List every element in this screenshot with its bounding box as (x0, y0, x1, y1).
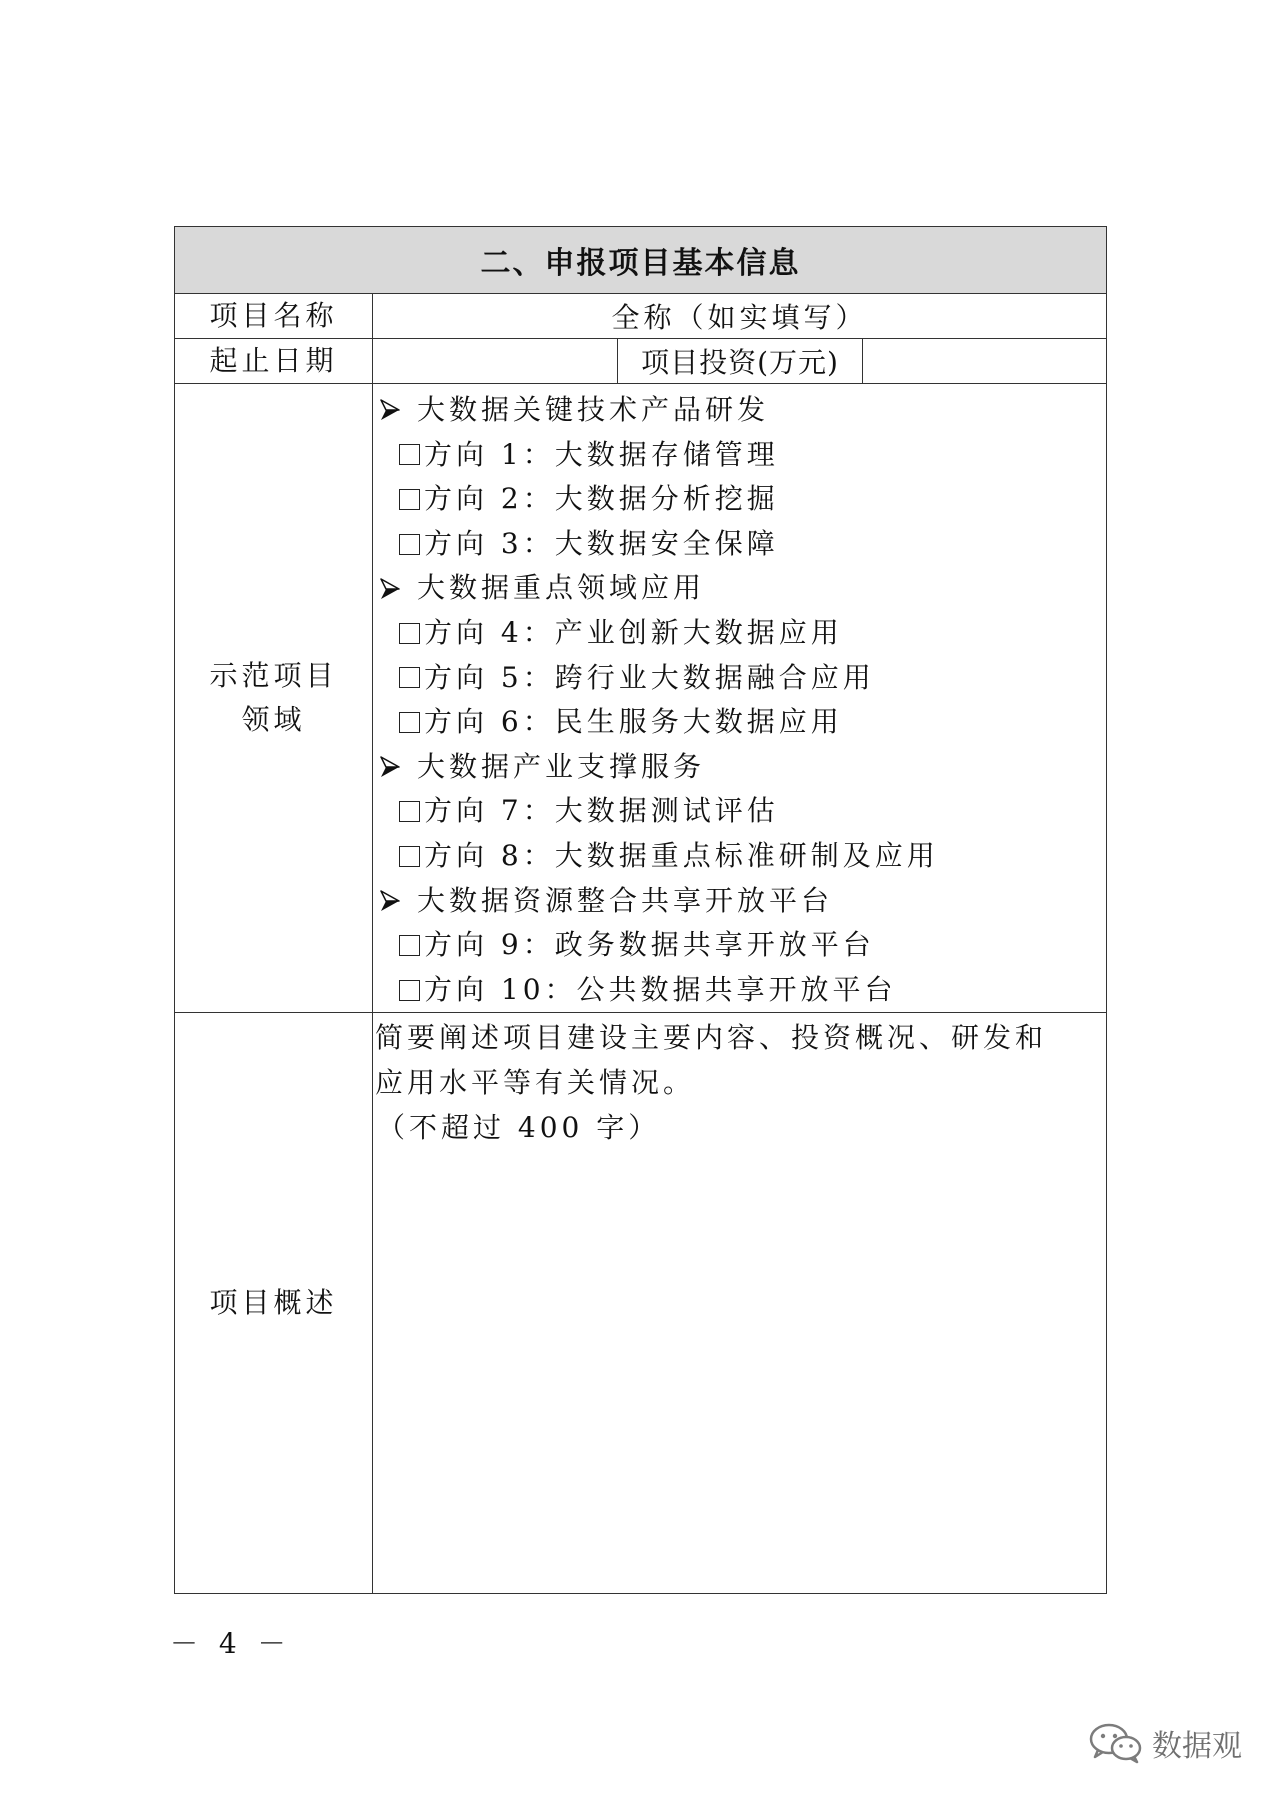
dates-label: 起止日期 (175, 339, 373, 384)
project-name-label: 项目名称 (175, 294, 373, 339)
domain-category (377, 745, 1106, 790)
domain-option-label: 方向 2：大数据分析挖掘 (424, 482, 779, 516)
checkbox-icon[interactable] (399, 489, 420, 510)
domain-options (373, 384, 1107, 1013)
wechat-icon (1088, 1721, 1144, 1765)
domain-option[interactable] (377, 789, 1106, 834)
project-name-field[interactable]: 全称（如实填写） (373, 294, 1107, 339)
domain-category-title: 大数据资源整合共享开放平台 (417, 883, 834, 917)
checkbox-icon[interactable] (399, 712, 420, 733)
domain-category (377, 879, 1106, 924)
arrow-bullet-icon (379, 889, 401, 913)
domain-option-label: 方向 4：产业创新大数据应用 (424, 615, 843, 649)
domain-option-label: 方向 8：大数据重点标准研制及应用 (424, 838, 939, 872)
arrow-bullet-icon (379, 398, 401, 422)
checkbox-icon[interactable] (399, 980, 420, 1001)
domain-option-label: 方向 5：跨行业大数据融合应用 (424, 660, 875, 694)
domain-option[interactable] (377, 923, 1106, 968)
watermark-text: 数据观 (1152, 1729, 1242, 1764)
domain-category-title: 大数据产业支撑服务 (417, 749, 706, 783)
watermark (1088, 1721, 1242, 1765)
overview-field[interactable] (373, 1013, 1107, 1594)
checkbox-icon[interactable] (399, 623, 420, 644)
domain-label (175, 384, 373, 1013)
overview-instruction-line1: 简要阐述项目建设主要内容、投资概况、研发和 (375, 1021, 1048, 1055)
domain-category (377, 566, 1106, 611)
overview-note: （不超过 400 字） (377, 1111, 661, 1145)
domain-option-label: 方向 6：民生服务大数据应用 (424, 705, 843, 739)
domain-option-label: 方向 10：公共数据共享开放平台 (424, 972, 897, 1006)
domain-option-label: 方向 3：大数据安全保障 (424, 526, 779, 560)
checkbox-icon[interactable] (399, 667, 420, 688)
domain-list (373, 384, 1106, 1012)
domain-category-title: 大数据关键技术产品研发 (417, 393, 770, 426)
domain-option-label: 方向 7：大数据测试评估 (424, 794, 779, 828)
domain-option-label: 方向 1：大数据存储管理 (424, 437, 779, 471)
domain-category (377, 388, 1106, 433)
domain-option[interactable] (377, 968, 1106, 1013)
project-info-form (174, 226, 1107, 1594)
arrow-bullet-icon (379, 755, 401, 779)
overview-label: 项目概述 (175, 1013, 373, 1594)
domain-option-label: 方向 9：政务数据共享开放平台 (424, 928, 875, 962)
overview-instruction-line2: 应用水平等有关情况。 (375, 1066, 696, 1100)
page-number: － 4 － (170, 1627, 292, 1660)
checkbox-icon[interactable] (399, 444, 420, 465)
investment-field[interactable] (863, 339, 1106, 383)
domain-label-line2: 领域 (241, 703, 306, 737)
checkbox-icon[interactable] (399, 801, 420, 822)
dates-row-value (373, 339, 1107, 384)
domain-option[interactable] (377, 477, 1106, 522)
domain-option[interactable] (377, 834, 1106, 879)
domain-label-line1: 示范项目 (209, 659, 338, 693)
section-title: 二、申报项目基本信息 (175, 227, 1107, 294)
domain-category-title: 大数据重点领域应用 (417, 571, 706, 605)
checkbox-icon[interactable] (399, 534, 420, 555)
domain-option[interactable] (377, 433, 1106, 478)
investment-label: 项目投资(万元) (618, 339, 863, 383)
domain-option[interactable] (377, 656, 1106, 701)
arrow-bullet-icon (379, 577, 401, 601)
checkbox-icon[interactable] (399, 935, 420, 956)
checkbox-icon[interactable] (399, 846, 420, 867)
domain-option[interactable] (377, 522, 1106, 567)
domain-option[interactable] (377, 611, 1106, 656)
domain-option[interactable] (377, 700, 1106, 745)
dates-field[interactable] (373, 339, 618, 383)
